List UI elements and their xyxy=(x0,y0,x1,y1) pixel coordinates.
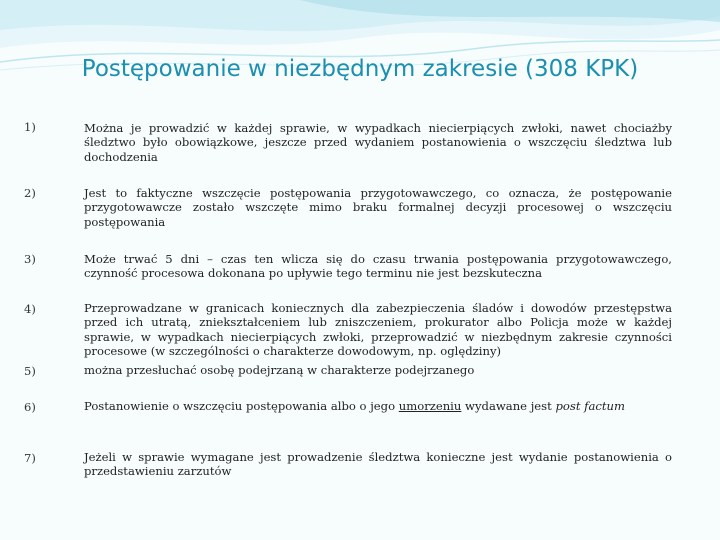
list-item-number: 5) xyxy=(24,364,36,378)
list-item-number: 2) xyxy=(24,186,36,200)
list-item-text: Można je prowadzić w każdej sprawie, w wypadkach niecierpiących zwłoki, nawet chociażby śledztwo było obowiązkowe, jeszcze przed wydaniem postanowienia o wszczęciu śledztwa lub dochodzenia xyxy=(84,121,672,164)
list-item-number: 4) xyxy=(24,302,36,316)
page-title: Postępowanie w niezbędnym zakresie (308 KPK) xyxy=(81,56,639,82)
list-item-text: Może trwać 5 dni – czas ten wlicza się do czasu trwania postępowania przygotowawczego, czynność procesowa dokonana po upływie tego terminu nie jest bezskuteczna xyxy=(84,252,672,281)
list-item-text: Jest to faktyczne wszczęcie postępowania przygotowawczego, co oznacza, że postępowanie przygotowawcze zostało wszczęte mimo braku formalnej decyzji procesowej o wszczęciu postępowania xyxy=(84,186,672,229)
item-text-part: Postanowienie o wszczęciu postępowania albo o jego xyxy=(84,399,399,413)
italic-term: post factum xyxy=(555,399,625,413)
list-item-text: Jeżeli w sprawie wymagane jest prowadzenie śledztwa konieczne jest wydanie postanowienia o przedstawieniu zarzutów xyxy=(84,450,672,479)
underlined-term: umorzeniu xyxy=(398,399,462,413)
list-item-text xyxy=(84,399,672,413)
list-item-number: 6) xyxy=(24,400,36,414)
list-item-number: 1) xyxy=(24,120,36,134)
list-item-number: 7) xyxy=(24,451,36,465)
list-item-text: Przeprowadzane w granicach koniecznych dla zabezpieczenia śladów i dowodów przestępstwa przed ich utratą, zniekształceniem lub zniszczeniem, prokurator albo Policja może w każdej sprawie, w wypadkach niecierpiących zwłoki, przeprowadzić w niezbędnym zakresie czynności procesowe (w szczególności o charakterze dowodowym, np. oględziny) xyxy=(84,301,672,358)
list-item-text: można przesłuchać osobę podejrzaną w charakterze podejrzanego xyxy=(84,363,475,377)
item-text-part: wydawane jest xyxy=(461,399,556,413)
list-item-number: 3) xyxy=(24,252,36,266)
